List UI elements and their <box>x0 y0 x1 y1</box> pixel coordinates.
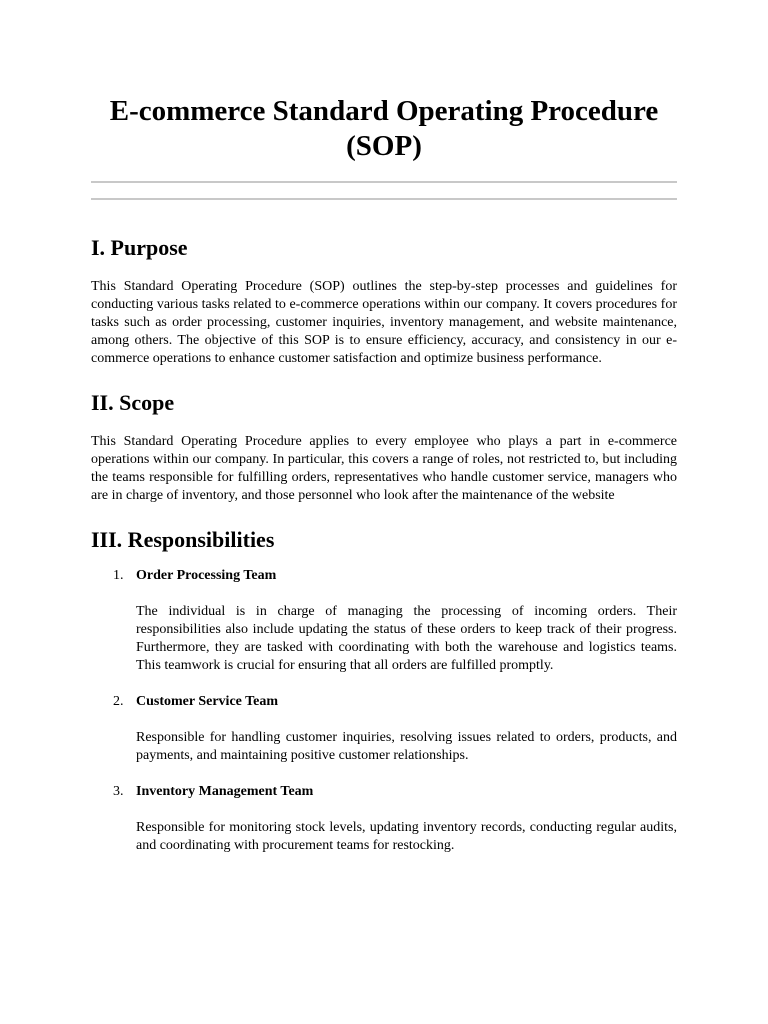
purpose-paragraph: This Standard Operating Procedure (SOP) outlines the step-by-step processes and guidelines for conducting various tasks related to e-commerce operations within our company. It covers procedures for tasks such as order processing, customer inquiries, inventory management, and website maintenance, among others. The objective of this SOP is to ensure efficiency, accuracy, and consistency in our e-commerce operations to enhance customer satisfaction and optimize business performance. <box>91 279 677 366</box>
list-item-number: 3. <box>113 784 124 799</box>
list-item <box>91 693 677 765</box>
list-item-description: Responsible for handling customer inquiries, resolving issues related to orders, products, and payments, and maintaining positive customer relationships. <box>136 730 677 763</box>
title-divider-bottom <box>91 198 677 200</box>
title-divider-top <box>91 181 677 183</box>
list-item-description: The individual is in charge of managing the processing of incoming orders. Their responsibilities also include updating the status of these orders to keep track of their progress. Furthermore, they are tasked with coordinating with both the warehouse and logistics teams. This teamwork is crucial for ensuring that all orders are fulfilled promptly. <box>136 604 677 673</box>
list-item-number: 1. <box>113 568 124 583</box>
list-item-number: 2. <box>113 694 124 709</box>
list-item-title: Customer Service Team <box>136 694 279 709</box>
list-item-description: Responsible for monitoring stock levels, updating inventory records, conducting regular audits, and coordinating with procurement teams for restocking. <box>136 820 677 853</box>
responsibilities-list <box>91 567 677 855</box>
section-heading-purpose: I. Purpose <box>91 235 188 260</box>
section-purpose <box>91 235 677 368</box>
list-item <box>91 783 677 855</box>
section-responsibilities <box>91 527 677 855</box>
document-title: E-commerce Standard Operating Procedure (SOP) <box>109 95 659 162</box>
section-heading-scope: II. Scope <box>91 390 175 415</box>
scope-paragraph: This Standard Operating Procedure applies to every employee who plays a part in e-commerce operations within our company. In particular, this covers a range of roles, not restricted to, but including the teams responsible for fulfilling orders, representatives who handle customer service, managers who are in charge of inventory, and those personnel who look after the maintenance of the website <box>91 434 677 503</box>
list-item <box>91 567 677 675</box>
section-scope <box>91 390 677 505</box>
document-page <box>91 94 677 855</box>
list-item-title: Order Processing Team <box>136 568 277 583</box>
section-heading-responsibilities: III. Responsibilities <box>91 527 275 552</box>
list-item-title: Inventory Management Team <box>136 784 314 799</box>
